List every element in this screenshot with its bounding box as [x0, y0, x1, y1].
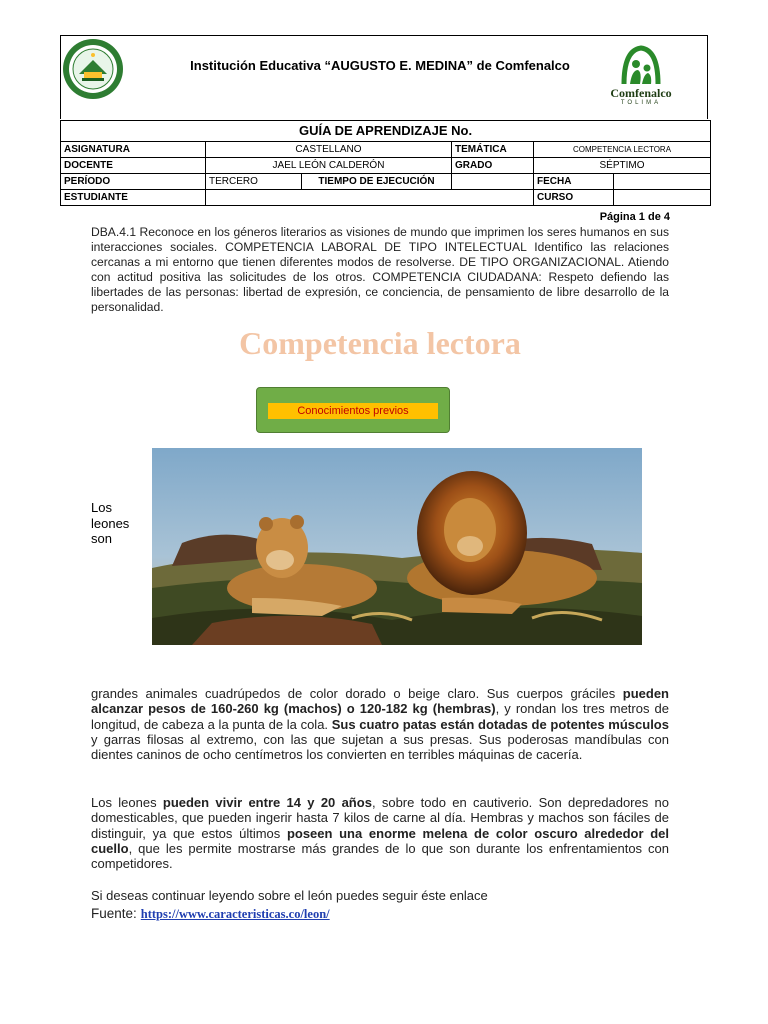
lions-photo: [152, 448, 642, 645]
tiempo-value[interactable]: [452, 174, 534, 190]
tematica-label: TEMÁTICA: [452, 142, 534, 158]
curso-value[interactable]: [614, 190, 711, 206]
estudiante-value[interactable]: [206, 190, 534, 206]
periodo-value: TERCERO: [206, 174, 302, 190]
para1-bold-2: Sus cuatro patas están dotadas de potentes músculos: [331, 716, 669, 732]
para2-text-1: Los leones: [91, 795, 163, 810]
docente-value: JAEL LEÓN CALDERÓN: [206, 158, 452, 174]
para1-text-1: grandes animales cuadrúpedos de color dorado o beige claro. Sus cuerpos gráciles: [91, 686, 623, 701]
continue-reading-text: Si deseas continuar leyendo sobre el león puedes seguir éste enlace: [91, 888, 488, 903]
source-line: [91, 906, 330, 922]
guide-info-table: [60, 120, 711, 206]
grado-value: SÉPTIMO: [534, 158, 711, 174]
comfenalco-region: TOLIMA: [620, 100, 662, 106]
docente-label: DOCENTE: [61, 158, 206, 174]
para2-bold-1: pueden vivir entre 14 y 20 años: [162, 795, 372, 810]
source-label: Fuente:: [91, 906, 137, 921]
lead-text: Los leones son: [91, 500, 130, 546]
fecha-label: FECHA: [534, 174, 614, 190]
para1-text-2: , y rondan los tres metros de longitud, de cabeza a la punta de la cola.: [91, 701, 669, 732]
dba-paragraph: DBA.4.1 Reconoce en los géneros literarios as visiones de mundo que imprimen los seres humanos en sus interacciones sociales. COMPETENCIA LABORAL DE TIPO INTELECTUAL Identifico las relaciones cercanas a mi entorno que tienen diferentes modos de resolverse. DE TIPO ORGANIZACIONAL. Atiendo con actitud positiva las solicitudes de los otros. COMPETENCIA CIUDADANA: Respeto defiendo las libertades de las personas: libertad de expresión, ce conciencia, de pensamiento de libre desarrollo de la personalidad.: [91, 225, 669, 314]
guide-title: GUÍA DE APRENDIZAJE No.: [61, 121, 711, 142]
school-name: Institución Educativa “AUGUSTO E. MEDINA” de Comfenalco: [190, 58, 570, 73]
asignatura-label: ASIGNATURA: [61, 142, 206, 158]
curso-label: CURSO: [534, 190, 614, 206]
previous-knowledge-label: Conocimientos previos: [268, 403, 438, 419]
para1-bold-1: pueden alcanzar pesos de 160-260 kg (machos) o 120-182 kg (hembras): [91, 686, 669, 717]
page-counter: Página 1 de 4: [599, 211, 670, 223]
main-title: Competencia lectora: [239, 325, 521, 361]
tiempo-label: TIEMPO DE EJECUCIÓN: [302, 174, 452, 190]
lion-description-paragraph: [91, 686, 669, 762]
para2-text-2: , sobre todo en cautiverio. Son depredadores no domesticables, que pueden ingerir hasta 7 kilos de carne al día. Hembras y machos son fáciles de distinguir, ya que estos últimos: [91, 795, 670, 841]
asignatura-value: CASTELLANO: [206, 142, 452, 158]
periodo-label: PERÍODO: [61, 174, 206, 190]
para2-bold-2: poseen una enorme melena de color oscuro alrededor del cuello: [91, 825, 669, 856]
grado-label: GRADO: [452, 158, 534, 174]
fecha-value[interactable]: [614, 174, 711, 190]
lion-lifespan-paragraph: [91, 795, 669, 871]
para2-text-3: , que les permite mostrarse más grandes de lo que son durante los enfrentamientos con competidores.: [91, 840, 669, 872]
tematica-value: COMPETENCIA LECTORA: [534, 142, 711, 158]
source-link[interactable]: https://www.caracteristicas.co/leon/: [140, 907, 330, 921]
para1-text-3: y garras filosas al extremo, con las que sujetan a sus presas. Sus poderosas mandíbulas con dientes caninos de ocho centímetros los convierten en terribles máquinas de cacería.: [91, 731, 669, 763]
school-seal-icon: [62, 38, 124, 100]
comfenalco-wordmark: Comfenalco: [610, 86, 672, 100]
estudiante-label: ESTUDIANTE: [61, 190, 206, 206]
